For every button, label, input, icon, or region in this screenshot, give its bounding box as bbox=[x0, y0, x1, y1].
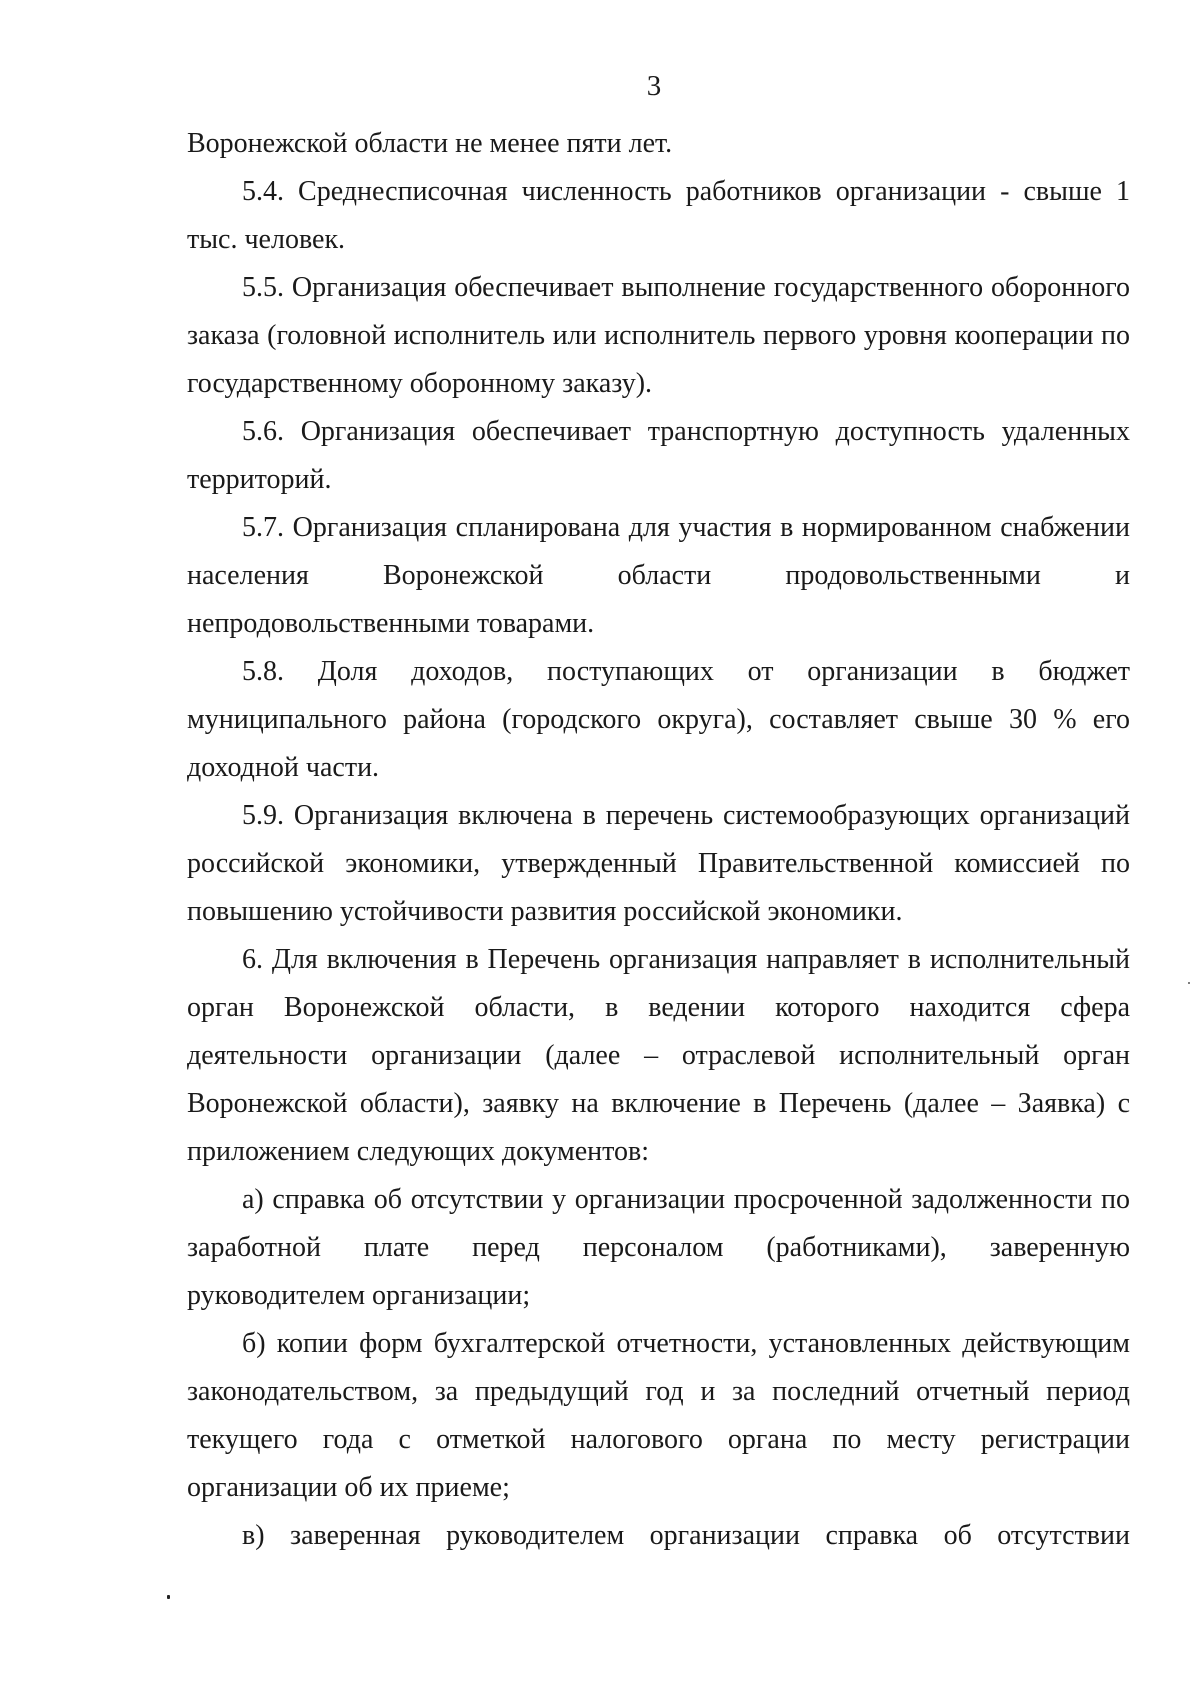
paragraph-5-4: 5.4. Среднесписочная численность работников организации - свыше 1 тыс. человек. bbox=[187, 176, 1130, 255]
paragraph-6-a: а) справка об отсутствии у организации просроченной задолженности по заработной плате перед персоналом (работниками), заверенную руководителем организации; bbox=[187, 1184, 1130, 1311]
paragraph-6-v: в) заверенная руководителем организации справка об отсутствии bbox=[242, 1520, 1130, 1551]
paragraph-5-7: 5.7. Организация спланирована для участия в нормированном снабжении населения Воронежской области продовольственными и непродовольственными товарами. bbox=[187, 512, 1130, 639]
scan-speck bbox=[1188, 982, 1190, 984]
paragraph-5-9: 5.9. Организация включена в перечень системообразующих организаций российской экономики, утвержденный Правительственной комиссией по повышению устойчивости развития российской экономики. bbox=[187, 800, 1130, 927]
paragraph-continuation: Воронежской области не менее пяти лет. bbox=[187, 128, 673, 159]
paragraph-5-8: 5.8. Доля доходов, поступающих от организации в бюджет муниципального района (городского округа), составляет свыше 30 % его доходной части. bbox=[187, 656, 1130, 783]
scan-speck bbox=[167, 1595, 170, 1599]
paragraph-6-b: б) копии форм бухгалтерской отчетности, установленных действующим законодательством, за предыдущий год и за последний отчетный период текущего года с отметкой налогового органа по месту регистрации организации об их приеме; bbox=[187, 1328, 1130, 1503]
paragraph-5-5: 5.5. Организация обеспечивает выполнение государственного оборонного заказа (головной исполнитель или исполнитель первого уровня кооперации по государственному оборонному заказу). bbox=[187, 272, 1130, 399]
document-body bbox=[187, 120, 1130, 1560]
page-number: 3 bbox=[646, 70, 662, 102]
paragraph-5-6: 5.6. Организация обеспечивает транспортную доступность удаленных территорий. bbox=[187, 416, 1130, 495]
paragraph-6: 6. Для включения в Перечень организация направляет в исполнительный орган Воронежской области, в ведении которого находится сфера деятельности организации (далее – отраслевой исполнительный орган Воронежской области), заявку на включение в Перечень (далее – Заявка) с приложением следующих документов: bbox=[187, 944, 1130, 1167]
